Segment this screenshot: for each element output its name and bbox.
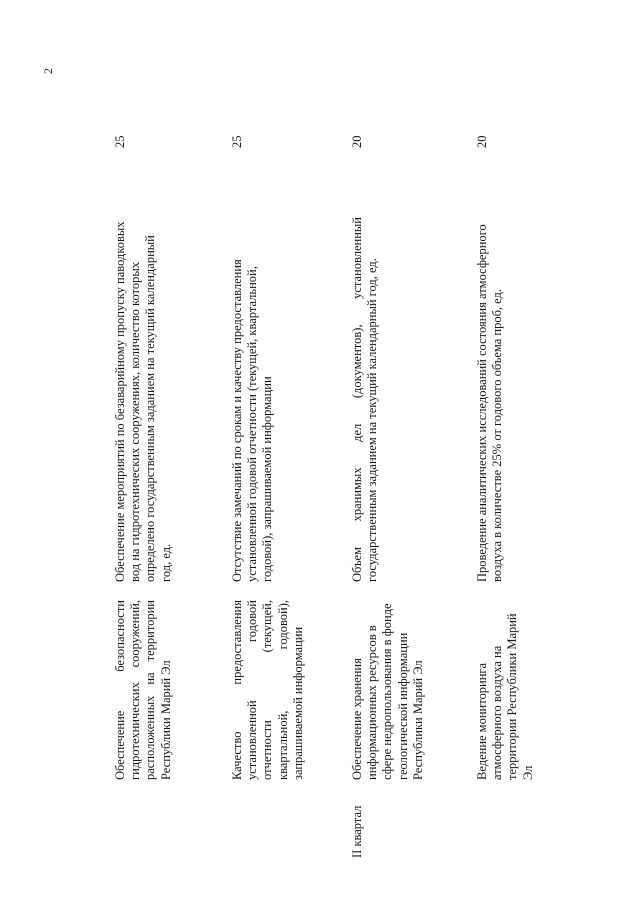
- service-cell: Качество предоставления установленной годовой отчетности (текущей, квартальной, годовой), запрашиваемой информации: [230, 600, 305, 780]
- service-cell: Ведение мониторинга атмосферного воздуха на территории Республики Марий Эл: [475, 613, 535, 780]
- page-number: 2: [41, 68, 55, 74]
- service-cell: Обеспечение безопасности гидротехнических сооружений, расположенных на территории Республики Марий Эл: [113, 600, 173, 780]
- indicator-cell: Проведение аналитических исследований состояния атмосферного воздуха в количестве 25% от годового объема проб, ед.: [475, 224, 505, 582]
- service-cell: Обеспечение хранения информационных ресурсов в сфере недропользования в фонде геологической информации Республики Марий Эл: [350, 603, 425, 780]
- indicator-cell: Обеспечение мероприятий по безаварийному пропуску паводковых вод на гидротехнических сооружениях, количество которых определено государственным заданием на текущий календарный год, ед.: [113, 221, 173, 582]
- indicator-cell: Объем хранимых дел (документов), установленный государственным заданием на текущий календарный год, ед.: [350, 217, 380, 582]
- value-cell: 25: [113, 135, 127, 148]
- value-cell: 25: [230, 135, 244, 148]
- value-cell: 20: [475, 135, 489, 148]
- period-cell: II квартал: [350, 805, 364, 858]
- indicator-cell: Отсутствие замечаний по срокам и качеству предоставления установленной годовой отчетности (текущей, квартальной, годовой), запрашиваемой информации: [230, 259, 275, 582]
- value-cell: 20: [350, 135, 364, 148]
